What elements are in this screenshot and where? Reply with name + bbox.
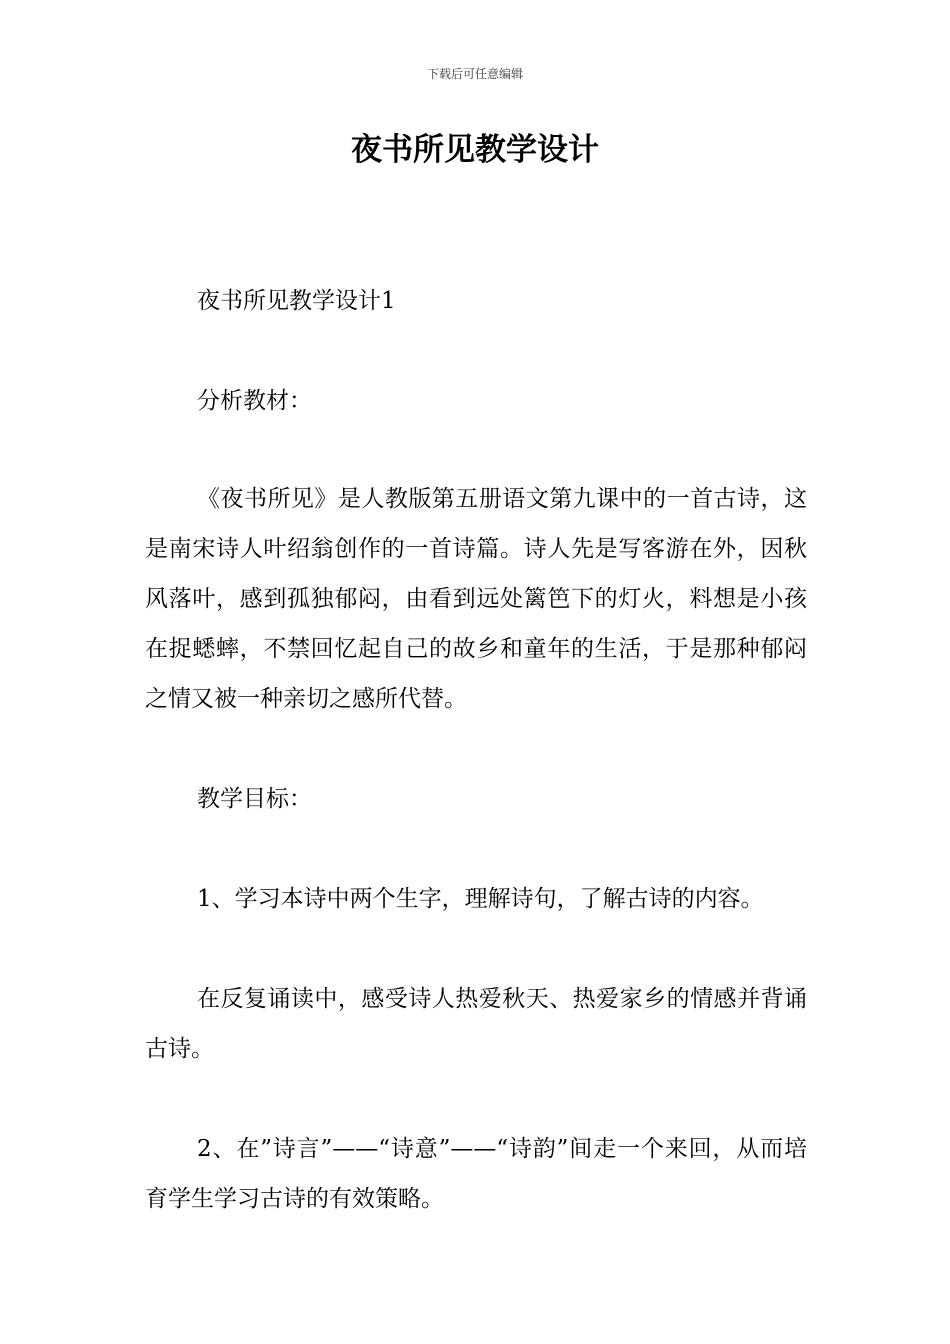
goal-item-2: 2、在”诗言”——“诗意”——“诗韵”间走一个来回，从而培育学生学习古诗的有效策略。 [145, 1136, 807, 1212]
analysis-paragraph: 《夜书所见》是人教版第五册语文第九课中的一首古诗，这是南宋诗人叶绍翁创作的一首诗篇。诗人先是写客游在外，因秋风落叶，感到孤独郁闷，由看到远处篱笆下的灯火，料想是小孩在捉蟋蟀，不禁回忆起自己的故乡和童年的生活，于是那种郁闷之情又被一种亲切之感所代替。 [145, 486, 807, 712]
goal-item-1: 1、学习本诗中两个生字，理解诗句，了解古诗的内容。 [197, 886, 764, 912]
section-subtitle: 夜书所见教学设计1 [197, 288, 396, 314]
goals-heading: 教学目标： [197, 786, 312, 812]
goal-item-1-detail: 在反复诵读中，感受诗人热爱秋天、热爱家乡的情感并背诵古诗。 [145, 986, 807, 1062]
analysis-heading: 分析教材： [197, 388, 312, 414]
header-note: 下载后可任意编辑 [426, 67, 523, 81]
document-title: 夜书所见教学设计 [351, 132, 599, 168]
